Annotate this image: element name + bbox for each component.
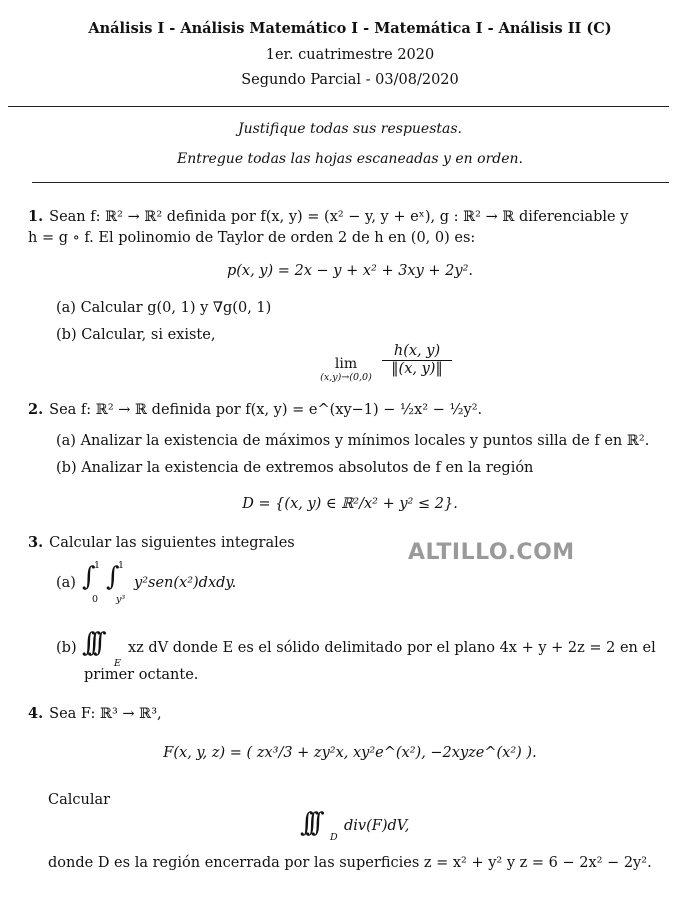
integral-lower-outer: 0 bbox=[92, 594, 99, 605]
exam-name: Segundo Parcial - 03/08/2020 bbox=[241, 72, 459, 88]
problem-3-item-a bbox=[56, 560, 356, 610]
problem-4-statement: Sea F: ℝ³ → ℝ³, bbox=[49, 706, 162, 722]
limit-operator: lim bbox=[334, 356, 358, 372]
integral-sign-outer: ∫ bbox=[82, 562, 96, 592]
triple-integral-domain-e: E bbox=[114, 658, 121, 669]
problem-3-item-b-label: (b) bbox=[56, 640, 77, 656]
triple-integral-sign: ∫∫∫ bbox=[82, 628, 99, 658]
limit-subscript: (x,y)→(0,0) bbox=[320, 372, 372, 383]
problem-4-region: donde D es la región encerrada por las superficies z = x² + y² y z = 6 − 2x² − 2y². bbox=[48, 855, 652, 871]
problem-2 bbox=[28, 399, 673, 421]
problem-1 bbox=[28, 206, 673, 249]
limit-numerator: h(x, y) bbox=[382, 343, 452, 361]
problem-3-statement: Calcular las siguientes integrales bbox=[49, 535, 295, 551]
integrand-b-cont: primer octante. bbox=[84, 667, 199, 683]
problem-4-number: 4. bbox=[28, 705, 44, 722]
problem-3-number: 3. bbox=[28, 534, 44, 551]
exam-title: Análisis I - Análisis Matemático I - Matemática I - Análisis II (C) bbox=[88, 20, 612, 37]
header-divider bbox=[8, 106, 669, 107]
integral-sign-inner: ∫ bbox=[106, 562, 120, 592]
vector-field-f: F(x, y, z) = ( zx³/3 + zy²x, xy²e^(x²), −2xyze^(x²) ). bbox=[163, 745, 537, 761]
problem-1-statement: Sean f: ℝ² → ℝ² definida por f(x, y) = (x² − y, y + eˣ), g : ℝ² → ℝ diferenciable y bbox=[49, 209, 629, 225]
problem-3-item-a-label: (a) bbox=[56, 575, 76, 591]
integral-lower-inner: y³ bbox=[116, 594, 126, 605]
problem-2-item-b: (b) Analizar la existencia de extremos absolutos de f en la región bbox=[56, 460, 534, 476]
integral-upper-inner: 1 bbox=[118, 560, 125, 571]
problem-4-calc: Calcular bbox=[48, 792, 111, 808]
altillo-watermark: ALTILLO.COM bbox=[408, 540, 575, 565]
instructions-divider bbox=[32, 182, 669, 183]
problem-2-number: 2. bbox=[28, 401, 44, 418]
problem-3-item-b bbox=[56, 628, 672, 690]
divergence-integral bbox=[300, 808, 440, 848]
problem-1-item-b: (b) Calcular, si existe, bbox=[56, 327, 216, 343]
limit-denominator: ‖(x, y)‖ bbox=[391, 361, 443, 377]
problem-2-statement: Sea f: ℝ² → ℝ definida por f(x, y) = e^(xy−1) − ½x² − ½y². bbox=[49, 402, 483, 418]
integrand-b: xz dV donde E es el sólido delimitado por el plano 4x + y + 2z = 2 en el bbox=[128, 640, 656, 656]
problem-2-item-a: (a) Analizar la existencia de máximos y mínimos locales y puntos silla de f en ℝ². bbox=[56, 433, 650, 449]
problem-1-item-a: (a) Calcular g(0, 1) y ∇g(0, 1) bbox=[56, 300, 272, 316]
divergence-triple-integral-sign: ∫∫∫ bbox=[300, 808, 317, 838]
taylor-polynomial: p(x, y) = 2x − y + x² + 3xy + 2y². bbox=[226, 263, 474, 279]
region-d: D = {(x, y) ∈ ℝ²/x² + y² ≤ 2}. bbox=[242, 496, 458, 512]
divergence-domain-d: D bbox=[330, 832, 338, 843]
problem-3 bbox=[28, 532, 673, 554]
problem-1-number: 1. bbox=[28, 208, 44, 225]
instruction-submit: Entregue todas las hojas escaneadas y en orden. bbox=[177, 151, 523, 167]
problem-4 bbox=[28, 703, 673, 725]
integrand-a: y²sen(x²)dxdy. bbox=[134, 575, 237, 591]
limit-expression bbox=[314, 343, 454, 385]
divergence-integrand: div(F)dV, bbox=[344, 818, 410, 834]
instruction-justify: Justifique todas sus respuestas. bbox=[237, 121, 463, 137]
exam-term: 1er. cuatrimestre 2020 bbox=[265, 47, 435, 63]
problem-1-statement-cont: h = g ∘ f. El polinomio de Taylor de orden 2 de h en (0, 0) es: bbox=[28, 230, 476, 246]
integral-upper-outer: 1 bbox=[94, 560, 101, 571]
